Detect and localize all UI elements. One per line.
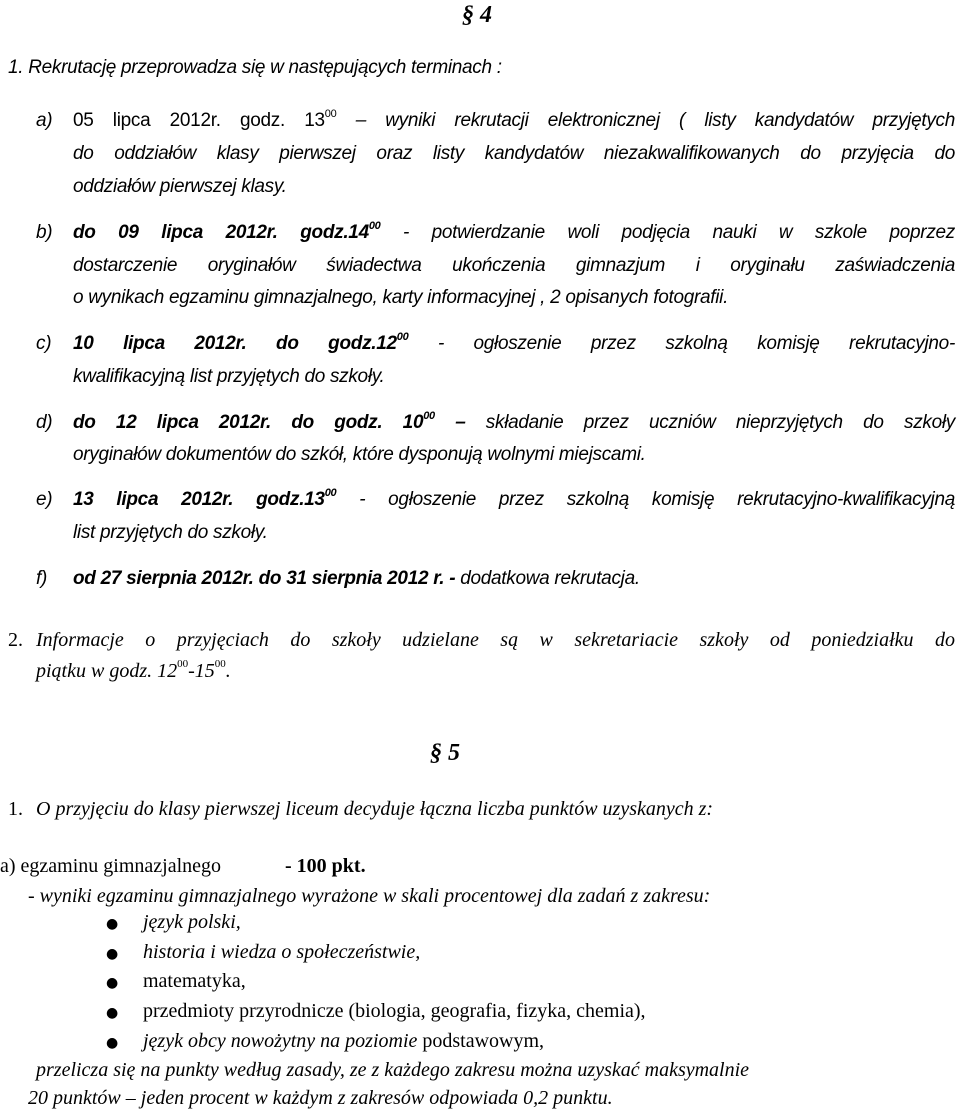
item-2-mid: -15: [188, 660, 215, 682]
item-b-rest: - potwierdzanie woli podjęcia nauki w szkole poprzez: [403, 222, 955, 243]
closing-line-1: przelicza się na punkty według zasady, ze z każdego zakresu można uzyskać maksymalnie: [36, 1059, 750, 1081]
section-5-item-1-number: 1.: [8, 798, 23, 820]
bullet-item-1: język polski,: [143, 911, 241, 933]
bullet-item-3: matematyka,: [143, 970, 246, 992]
item-f-rest: dodatkowa rekrutacja.: [460, 568, 640, 589]
bullet-item-5-italic: język obcy nowożytny na poziomie: [143, 1030, 418, 1052]
item-2-line-1: Informacje o przyjęciach do szkoły udzielane są w sekretariacie szkoły od poniedziałku do: [36, 629, 955, 651]
bullet-item-5: [143, 1030, 544, 1053]
section-5-heading: § 5: [430, 740, 460, 766]
bullet-icon: ●: [106, 1005, 119, 1021]
item-b-bold: do 09 lipca 2012r. godz.14: [73, 222, 369, 243]
section-4-item-1: 1. Rekrutację przeprowadza się w następujących terminach :: [8, 57, 502, 78]
item-b-sup: 00: [368, 220, 381, 232]
item-a-date: 05 lipca 2012r.: [73, 110, 221, 131]
item-b-line-1: [73, 222, 955, 244]
item-2-number: 2.: [8, 629, 23, 651]
item-c-line-2: kwalifikacyjną list przyjętych do szkoły.: [73, 366, 385, 387]
item-f-marker: f): [36, 568, 48, 589]
section-5-a-label: a) egzaminu gimnazjalnego: [0, 855, 222, 877]
item-e-sup: 00: [324, 487, 337, 499]
item-f-line: [73, 568, 640, 590]
item-d-rest: składanie przez uczniów nieprzyjętych do szkoły: [485, 412, 955, 433]
item-c-sup: 00: [396, 331, 409, 343]
bullet-icon: ●: [106, 975, 119, 991]
item-b-line-2: dostarczenie oryginałów świadectwa ukończenia gimnazjum i oryginału zaświadczenia: [73, 255, 955, 276]
section-5-subheading: - wyniki egzaminu gimnazjalnego wyrażone w skali procentowej dla zadań z zakresu:: [28, 885, 711, 907]
item-d-dash: –: [455, 412, 466, 433]
item-d-line-1: [73, 412, 955, 434]
bullet-item-4: przedmioty przyrodnicze (biologia, geografia, fizyka, chemia),: [143, 1000, 646, 1022]
item-a-marker: a): [36, 110, 53, 131]
item-a-line-2: do oddziałów klasy pierwszej oraz listy kandydatów niezakwalifikowanych do przyjęcia do: [73, 143, 955, 164]
bullet-icon: ●: [106, 946, 119, 962]
item-a-line-3: oddziałów pierwszej klasy.: [73, 176, 287, 197]
item-c-rest: - ogłoszenie przez szkolną komisję rekrutacyjno-: [437, 333, 955, 354]
item-c-marker: c): [36, 333, 52, 354]
section-4-heading: § 4: [462, 2, 492, 28]
item-b-line-3: o wynikach egzaminu gimnazjalnego, karty informacyjnej , 2 opisanych fotografii.: [73, 287, 729, 308]
item-d-bold: do 12 lipca 2012r. do godz. 10: [73, 412, 424, 433]
closing-line-2: 20 punktów – jeden procent w każdym z zakresów odpowiada 0,2 punktu.: [28, 1087, 613, 1109]
item-e-bold: 13 lipca 2012r. godz.13: [73, 489, 325, 510]
bullet-item-2: historia i wiedza o społeczeństwie,: [143, 941, 421, 963]
item-2-sup-1: 00: [177, 658, 189, 670]
item-c-bold: 10 lipca 2012r. do godz.12: [73, 333, 397, 354]
item-a-sup: 00: [324, 108, 337, 120]
item-e-line-1: [73, 489, 955, 511]
section-5-a-points: - 100 pkt.: [285, 855, 366, 877]
bullet-icon: ●: [106, 1035, 119, 1051]
bullet-item-5-plain: podstawowym,: [422, 1030, 545, 1052]
item-a-godz: godz. 13: [239, 110, 325, 131]
item-2-line-2: [36, 660, 231, 683]
item-c-line-1: [73, 333, 955, 355]
item-b-marker: b): [36, 222, 53, 243]
item-d-sup: 00: [423, 410, 435, 422]
item-2-sup-2: 00: [214, 658, 226, 670]
bullet-icon: ●: [106, 916, 119, 932]
item-e-line-2: list przyjętych do szkoły.: [73, 522, 268, 543]
item-f-bold: od 27 sierpnia 2012r. do 31 sierpnia 2012 r. -: [73, 568, 456, 589]
item-e-rest: - ogłoszenie przez szkolną komisję rekrutacyjno-kwalifikacyjną: [359, 489, 955, 510]
item-a-line-1: [73, 110, 955, 132]
item-d-line-2: oryginałów dokumentów do szkół, które dysponują wolnymi miejscami.: [73, 444, 646, 465]
section-5-item-1-text: O przyjęciu do klasy pierwszej liceum decyduje łączna liczba punktów uzyskanych z:: [36, 798, 714, 820]
item-e-marker: e): [36, 489, 53, 510]
item-d-marker: d): [36, 412, 53, 433]
item-a-rest: – wyniki rekrutacji elektronicznej ( listy kandydatów przyjętych: [355, 110, 956, 131]
item-2-end: .: [225, 660, 231, 682]
item-2-text-a: piątku w godz. 12: [36, 660, 178, 682]
